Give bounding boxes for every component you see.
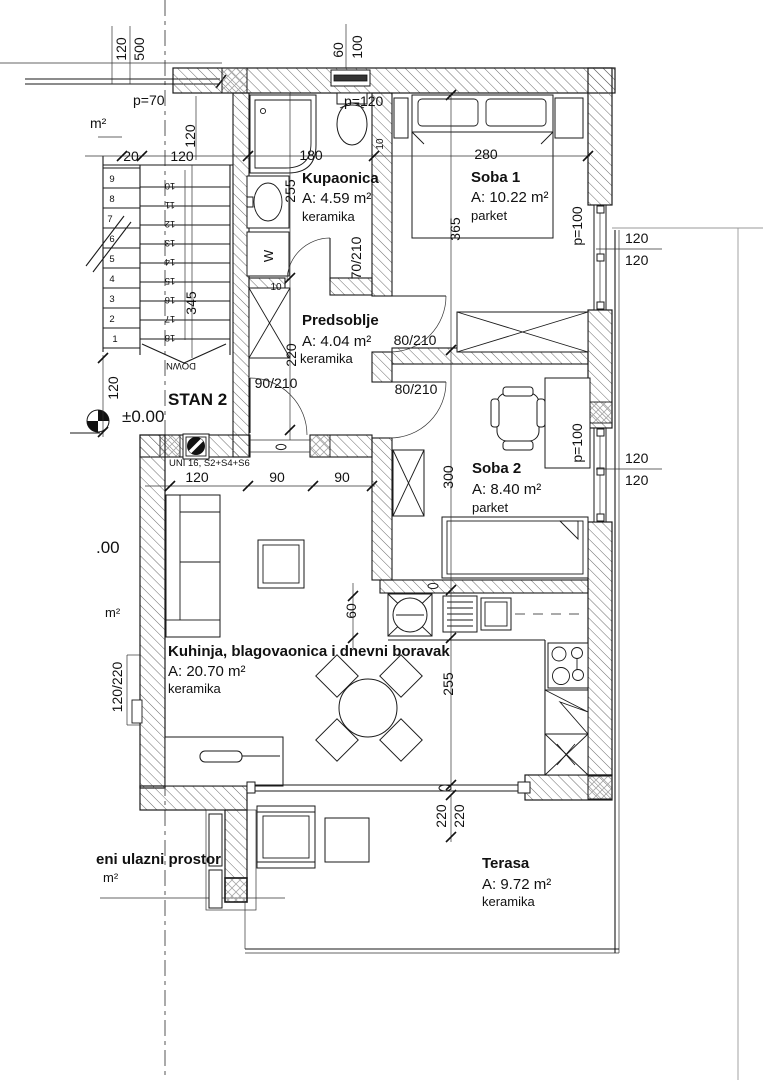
terrace-table xyxy=(325,818,369,862)
dim-p70: p=70 xyxy=(133,92,165,108)
dim-living-90b: 90 xyxy=(334,469,350,485)
dim-stairs-345: 345 xyxy=(183,291,199,315)
dim-left-120: 120 xyxy=(105,376,121,400)
dim-10a: 10 xyxy=(375,138,386,150)
dim-right-120a: 120 xyxy=(625,230,649,246)
dim-door-70210: 70/210 xyxy=(348,236,364,280)
stair-no: 15 xyxy=(164,275,176,286)
wall-hall-right-c xyxy=(372,438,392,580)
stair-no: 2 xyxy=(109,314,115,325)
dim-soba1-365: 365 xyxy=(447,217,463,241)
label-level: ±0.00 xyxy=(122,407,165,426)
dim-door-220a: 220 xyxy=(433,804,449,828)
tv-bench xyxy=(165,737,283,786)
stair-no: 4 xyxy=(109,274,115,285)
floor-drain-symbol xyxy=(183,434,209,459)
wall-right-upper xyxy=(588,68,612,205)
wall-hall-right-a xyxy=(372,93,392,296)
stair-no: 11 xyxy=(165,199,175,210)
label-kupaonica-floor: keramika xyxy=(302,209,355,224)
wall-right-mid-pier xyxy=(588,402,612,423)
wall-living-top-pier-b xyxy=(310,435,330,457)
stair-no: 16 xyxy=(164,294,176,305)
stair-no: 12 xyxy=(164,218,176,229)
label-kuhinja: Kuhinja, blagovaonica i dnevni boravak xyxy=(168,643,450,660)
wall-bath-bottom-b xyxy=(330,278,372,295)
dim-right2-120b: 120 xyxy=(625,472,649,488)
dim-top-100: 100 xyxy=(349,35,365,59)
dim-top-500: 500 xyxy=(131,37,147,61)
wall-bottom-left xyxy=(140,786,247,810)
entrance-column-foot xyxy=(225,878,247,902)
wall-soba2-kitchen xyxy=(380,580,588,593)
wall-bottom-right-pier xyxy=(588,776,612,799)
stair-no: 5 xyxy=(109,254,115,265)
dim-m2-top: m² xyxy=(90,115,107,131)
entry-threshold xyxy=(250,440,310,452)
dim-right2-120a: 120 xyxy=(625,450,649,466)
label-terasa: Terasa xyxy=(482,855,530,872)
soba2-door-handle xyxy=(428,583,438,588)
kitchen-cabinet xyxy=(545,734,588,775)
wall-left-outer xyxy=(140,435,165,788)
dim-kitchen-60: 60 xyxy=(343,603,359,619)
glass-sliding-door xyxy=(247,782,530,793)
soba2-furniture xyxy=(393,378,590,578)
label-kupaonica-area: A: 4.59 m² xyxy=(302,190,372,207)
window-top-wc xyxy=(331,70,370,86)
label-stan2: STAN 2 xyxy=(168,390,228,409)
stair-no: 7 xyxy=(107,214,113,225)
dim-120: 120 xyxy=(170,148,194,164)
label-kupaonica: Kupaonica xyxy=(302,170,379,187)
entrance-bench xyxy=(209,870,222,908)
soba1-furniture xyxy=(394,95,588,352)
window-soba2 xyxy=(594,428,606,522)
label-predsoblje: Predsoblje xyxy=(302,312,379,329)
dim-soba2-300: 300 xyxy=(440,465,456,489)
stair-no: 10 xyxy=(164,180,176,191)
kitchen-sink xyxy=(388,594,432,636)
oven xyxy=(481,598,511,630)
dim-p100-b: p=100 xyxy=(569,423,585,463)
window-soba1 xyxy=(594,205,606,310)
dim-hall-220: 220 xyxy=(283,343,299,367)
label-soba2-floor: parket xyxy=(472,500,509,515)
label-level-partial: .00 xyxy=(96,538,120,557)
desk-chair xyxy=(491,387,545,450)
dim-door-90210: 90/210 xyxy=(254,375,298,391)
label-terasa-floor: keramika xyxy=(482,894,535,909)
wall-right-lower xyxy=(588,522,612,775)
stair-no: 6 xyxy=(109,234,115,245)
soba2-wardrobe xyxy=(393,450,424,516)
dim-living-120: 120 xyxy=(185,469,209,485)
fridge xyxy=(545,690,588,734)
label-soba2-area: A: 8.40 m² xyxy=(472,481,542,498)
label-soba1-floor: parket xyxy=(471,208,508,223)
stair-no: 8 xyxy=(109,194,115,205)
dim-top-60: 60 xyxy=(330,42,346,58)
wall-left-niche xyxy=(132,700,142,723)
wall-top-pier xyxy=(222,68,247,93)
stair-no: 14 xyxy=(164,256,176,267)
kitchen-fixtures xyxy=(388,594,588,775)
dim-kitchen-255: 255 xyxy=(440,672,456,696)
dim-p100-a: p=100 xyxy=(569,206,585,246)
soba1-wardrobe xyxy=(457,312,588,352)
label-kuhinja-area: A: 20.70 m² xyxy=(168,663,246,680)
label-ulaz: eni ulazni prostor xyxy=(96,851,222,868)
dim-bath-180: 180 xyxy=(299,147,323,163)
label-washer: W xyxy=(261,249,276,263)
label-ulaz-area: m² xyxy=(103,870,119,885)
dim-niche-120-220: 120/220 xyxy=(109,661,125,713)
label-soba2: Soba 2 xyxy=(472,460,522,477)
dim-door-80210-a: 80/210 xyxy=(393,332,437,348)
stair-break-line xyxy=(86,216,124,266)
nightstand xyxy=(555,98,583,138)
label-m2-partial: m² xyxy=(105,605,121,620)
terrace-chair xyxy=(257,806,315,868)
label-soba1: Soba 1 xyxy=(471,169,521,186)
dim-bath-255: 255 xyxy=(282,179,298,203)
dim-p120: p=120 xyxy=(344,93,384,109)
label-kuhinja-floor: keramika xyxy=(168,681,221,696)
stairwell xyxy=(86,156,233,363)
dim-door-80210-b: 80/210 xyxy=(394,381,438,397)
dim-door-220b: 220 xyxy=(451,804,467,828)
stair-no: 18 xyxy=(164,332,176,343)
single-bed xyxy=(442,517,588,578)
dim-10b: 10 xyxy=(270,282,282,293)
label-soba1-area: A: 10.22 m² xyxy=(471,189,549,206)
dish-rack xyxy=(443,596,477,632)
label-predsoblje-floor: keramika xyxy=(300,351,353,366)
stair-no: 17 xyxy=(164,313,176,324)
label-down: DOWN xyxy=(165,360,197,371)
label-predsoblje-area: A: 4.04 m² xyxy=(302,333,372,350)
dim-right-120b: 120 xyxy=(625,252,649,268)
sofa xyxy=(166,495,220,637)
stair-no: 1 xyxy=(112,334,118,345)
entry-door-handle xyxy=(276,444,286,449)
dim-top-120: 120 xyxy=(113,37,129,61)
dim-20: 20 xyxy=(123,148,139,164)
entrance-column xyxy=(225,810,247,878)
stair-no: 3 xyxy=(109,294,115,305)
wall-hall-right-b xyxy=(372,352,392,382)
dim-soba1-280: 280 xyxy=(474,146,498,162)
dining-table xyxy=(316,655,422,761)
dim-living-90a: 90 xyxy=(269,469,285,485)
label-uni-note: UNI 16, S2+S4+S6 xyxy=(169,458,250,469)
stove xyxy=(548,643,588,688)
nightstand xyxy=(394,98,408,138)
stair-no: 9 xyxy=(109,174,115,185)
label-terasa-area: A: 9.72 m² xyxy=(482,876,552,893)
dim-wall-120: 120 xyxy=(182,124,198,148)
coffee-table xyxy=(258,540,304,588)
stair-no: 13 xyxy=(164,237,176,248)
